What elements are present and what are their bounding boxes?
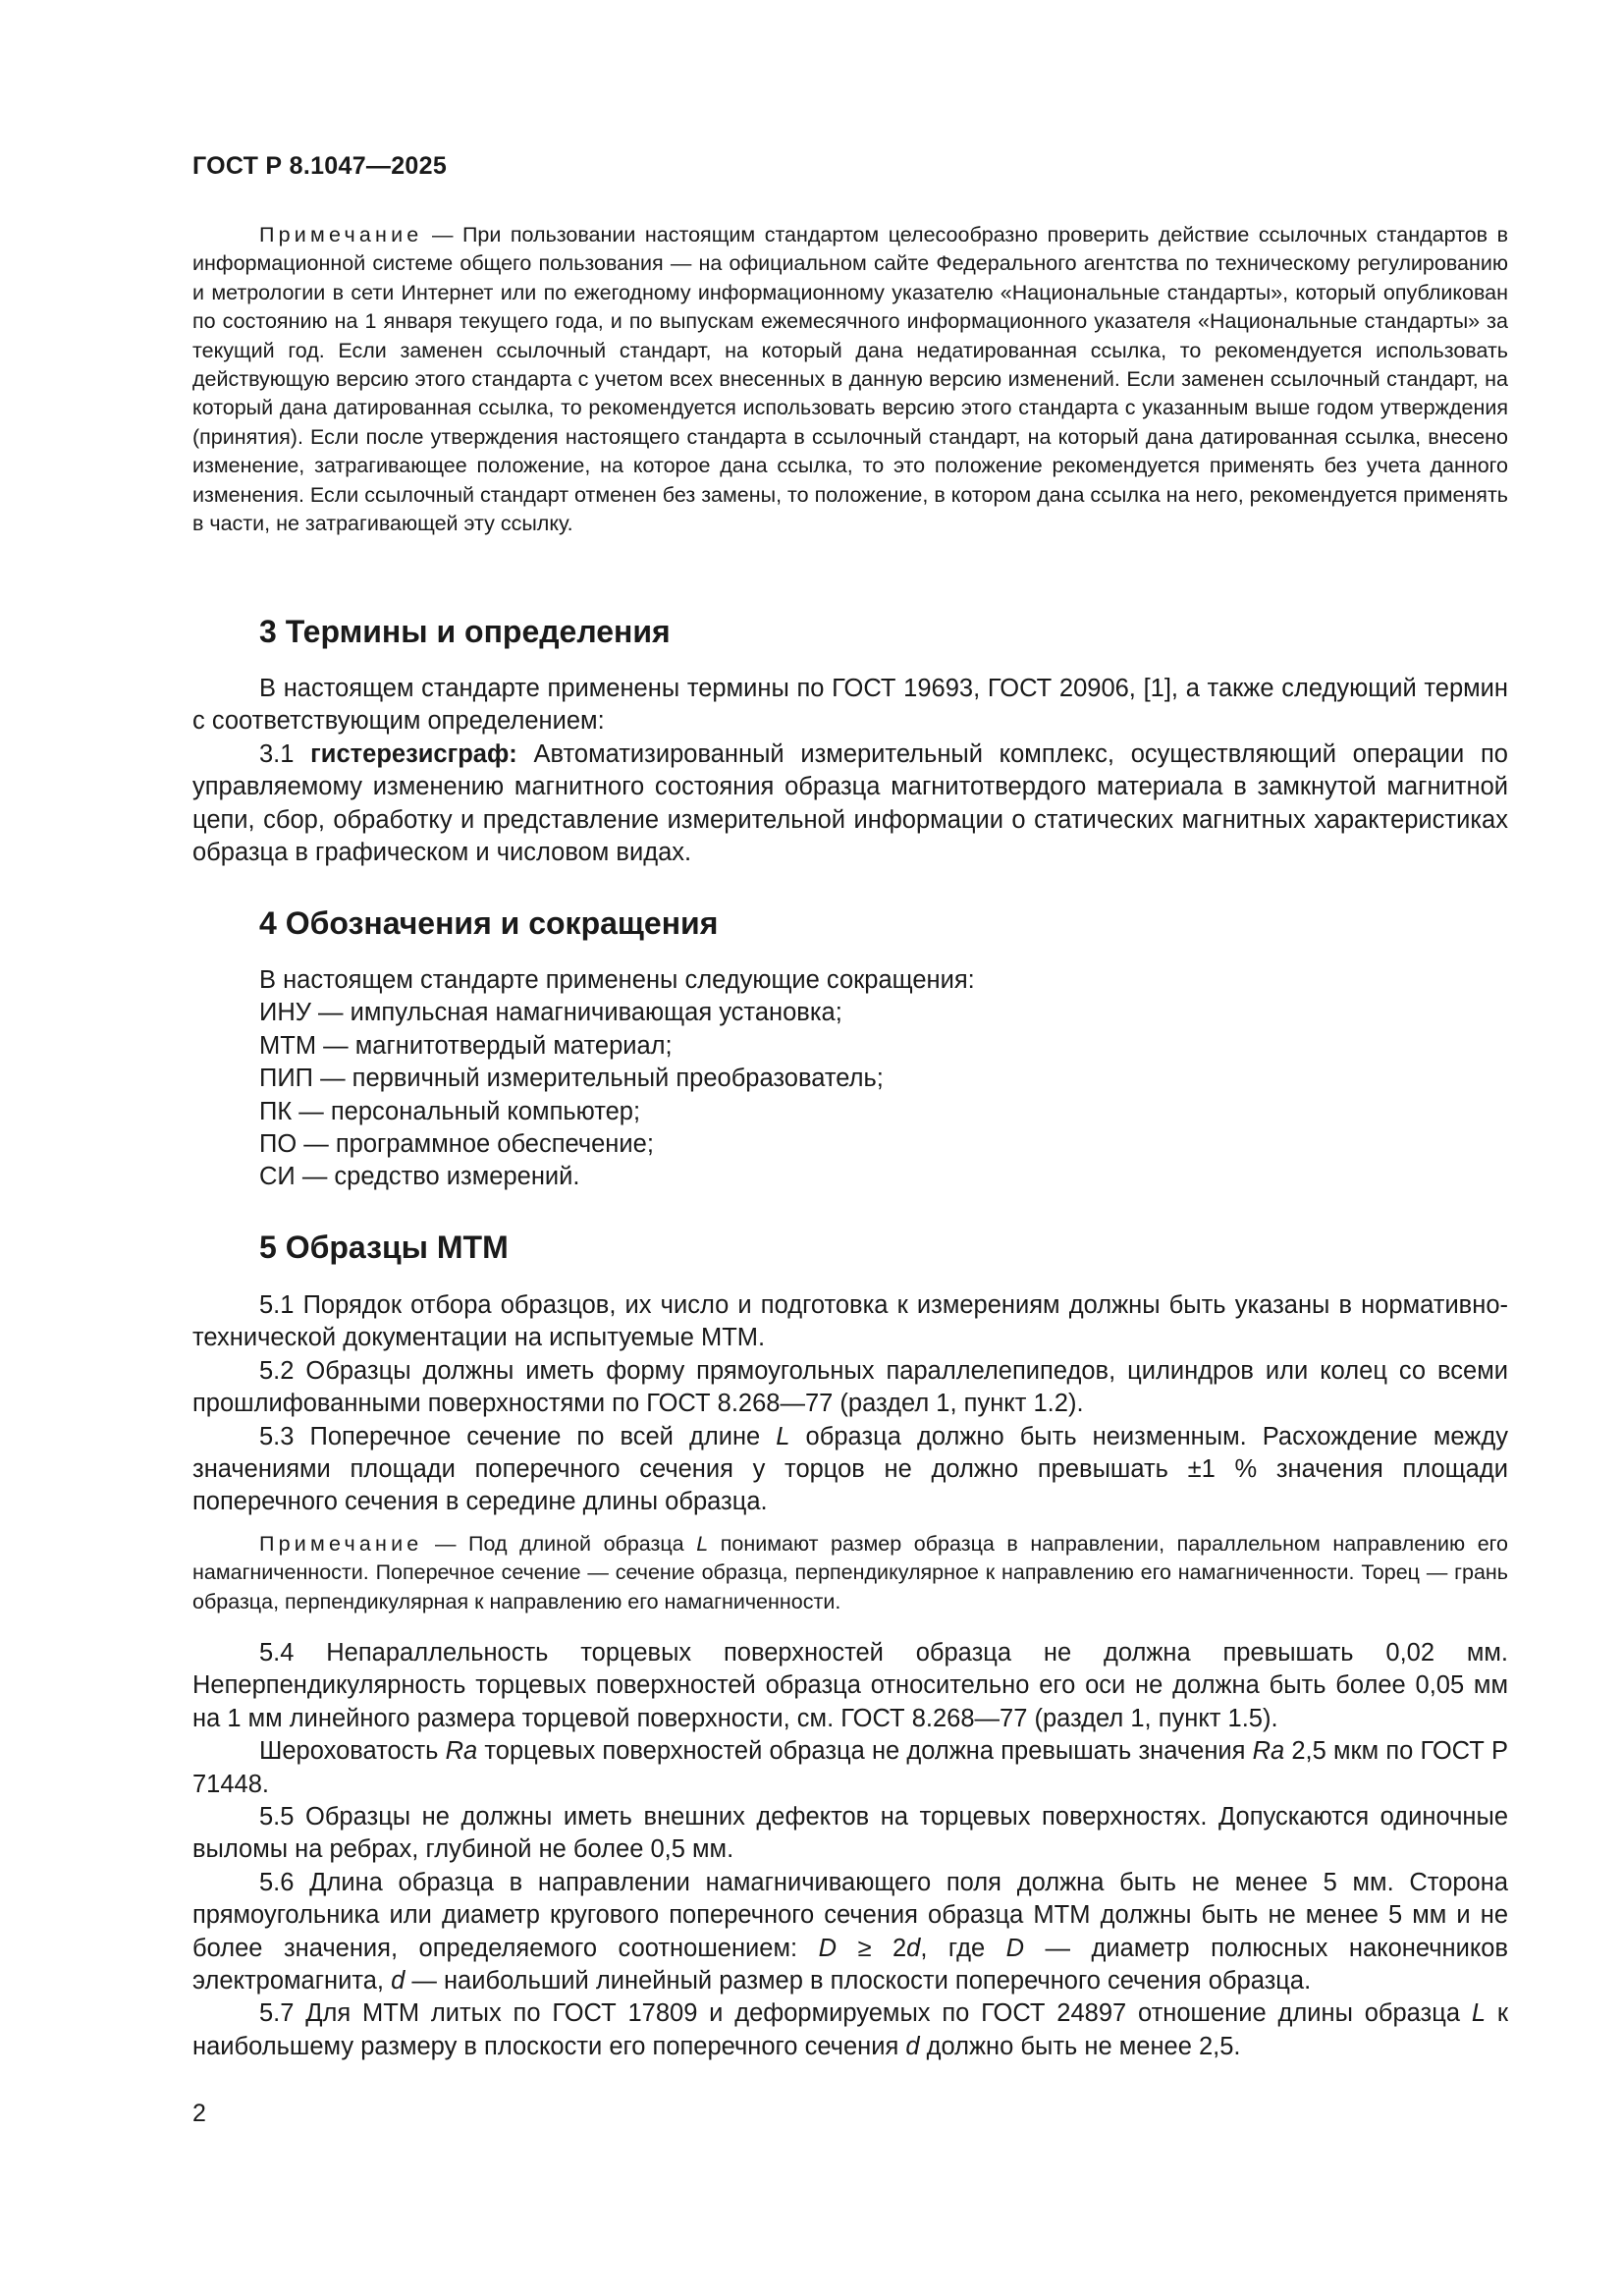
section-5-title: 5 Образцы МТМ (259, 1230, 509, 1265)
text-run: — наибольший линейный размер в плоскости поперечного сечения образца. (405, 1967, 1312, 1995)
abbreviation-item: ИНУ — импульсная намагничивающая установка; (259, 999, 842, 1027)
symbol-Ra: Ra (1252, 1737, 1285, 1766)
abbreviation-item: ПО — программное обеспечение; (259, 1130, 654, 1159)
text-run: Шероховатость (259, 1737, 446, 1766)
sample-length-note (192, 1530, 1508, 1616)
text-run: — диаметр полюсных наконечников электромагнита, (192, 1934, 1508, 1995)
symbol-d: d (391, 1967, 406, 1995)
abbreviation-list (259, 964, 1508, 1194)
section-5-body-a (192, 1289, 1508, 1519)
text-run: , где (920, 1934, 1006, 1962)
text-run: — Под длиной образца (422, 1532, 697, 1556)
text-run: 2,5 мкм по ГОСТ Р 71448. (192, 1737, 1508, 1798)
text-run: 5.7 Для МТМ литых по ГОСТ 17809 и деформируемых по ГОСТ 24897 отношение длины образца (259, 1999, 1472, 2028)
symbol-D: D (1005, 1934, 1025, 1962)
text-run: образца должно быть неизменным. Расхождение между значениями площади поперечного сечения у торцов не должно превышать ±1 % значения площади поперечного сечения в середине длины образца. (192, 1422, 1508, 1516)
text-run: 5.6 Длина образца в направлении намагничивающего поля должна быть не менее 5 мм. Сторона прямоугольника или диаметр кругового поперечного сечения образца МТМ должны быть не менее 5 мм и не более значения, определяемого соотношением: (192, 1868, 1508, 1962)
paragraph-5-2: 5.2 Образцы должны иметь форму прямоугольных параллелепипедов, цилиндров или колец со всеми прошлифованными поверхностями по ГОСТ 8.268—77 (раздел 1, пункт 1.2). (192, 1356, 1508, 1418)
text-run: к наибольшему размеру в плоскости его поперечного сечения (192, 1999, 1508, 2060)
symbol-L: L (776, 1422, 790, 1450)
symbol-L: L (696, 1532, 709, 1556)
roughness-paragraph (192, 1735, 1508, 1801)
sample-length-note-paragraph (192, 1530, 1508, 1616)
term-number: 3.1 (259, 739, 311, 768)
section-3-title: 3 Термины и определения (259, 614, 671, 649)
abbreviation-item: СИ — средство измерений. (259, 1163, 580, 1191)
document-page (192, 0, 1508, 2296)
abbreviation-item: МТМ — магнитотвердый материал; (259, 1031, 673, 1060)
paragraph-5-6 (192, 1867, 1508, 1998)
symbol-D: D (818, 1934, 837, 1962)
text-run: понимают размер образца в направлении, параллельном направлению его намагниченности. Поперечное сечение — сечение образца, перпендикулярное к направлению его намагниченности. Торец — грань образца, перпендикулярная к направлению его намагниченности. (192, 1532, 1508, 1613)
symbol-Ra: Ra (445, 1737, 478, 1766)
reference-note (192, 221, 1508, 538)
standard-header: ГОСТ Р 8.1047—2025 (192, 152, 448, 180)
text-run: ≥ 2 (837, 1934, 907, 1962)
note-text: — При пользовании настоящим стандартом целесообразно проверить действие ссылочных стандартов в информационной системе общего пользования — на официальном сайте Федерального агентства по техническому регулированию и метрологии в сети Интернет или по ежегодному информационному указателю «Национальные стандарты», который опубликован по состоянию на 1 января текущего года, и по выпускам ежемесячного информационного указателя «Национальные стандарты» за текущий год. Если заменен ссылочный стандарт, на который дана недатированная ссылка, то рекомендуется использовать действующую версию этого стандарта с учетом всех внесенных в данную версию изменений. Если заменен ссылочный стандарт, на который дана датированная ссылка, то рекомендуется использовать версию этого стандарта с указанным выше годом утверждения (принятия). Если после утверждения настоящего стандарта в ссылочный стандарт, на который дана датированная ссылка, внесено изменение, затрагивающее положение, на которое дана ссылка, то это положение рекомендуется применять без учета данного изменения. Если ссылочный стандарт отменен без замены, то положение, в котором дана ссылка на него, рекомендуется применять в части, не затрагивающей эту ссылку. (192, 223, 1508, 536)
text-run: должно быть не менее 2,5. (919, 2032, 1241, 2060)
symbol-d: d (906, 1934, 921, 1962)
text-run: торцевых поверхностей образца не должна превышать значения (477, 1737, 1253, 1766)
text-run: 5.3 Поперечное сечение по всей длине (259, 1422, 777, 1450)
note-label: Примечание (259, 223, 423, 246)
symbol-d: d (905, 2032, 920, 2060)
note-label: Примечание (259, 1532, 423, 1556)
section-3-intro: В настоящем стандарте применены термины по ГОСТ 19693, ГОСТ 20906, [1], а также следующий термин с соответствующим определением: (192, 675, 1508, 736)
symbol-L: L (1471, 1999, 1487, 2028)
section-3-body (192, 673, 1508, 869)
term-definition (192, 738, 1508, 870)
paragraph-5-5: 5.5 Образцы не должны иметь внешних дефектов на торцевых поверхностях. Допускаются одиночные выломы на ребрах, глубиной не более 0,5 мм. (192, 1803, 1508, 1864)
term-text: Автоматизированный измерительный комплекс, осуществляющий операции по управляемому изменению магнитного состояния образца магнитотвердого материала в замкнутой магнитной цепи, сбор, обработку и представление измерительной информации о статических магнитных характеристиках образца в графическом и числовом видах. (192, 739, 1508, 867)
paragraph-5-3 (192, 1421, 1508, 1519)
abbreviation-item: ПК — персональный компьютер; (259, 1097, 641, 1125)
section-5-body-b (192, 1637, 1508, 2063)
reference-note-paragraph (192, 221, 1508, 538)
paragraph-5-1: 5.1 Порядок отбора образцов, их число и подготовка к измерениям должны быть указаны в нормативно-технической документации на испытуемые МТМ. (192, 1291, 1508, 1352)
section-4-intro: В настоящем стандарте применены следующие сокращения: (259, 966, 975, 994)
term-name: гистерезисграф: (310, 739, 517, 768)
page-number: 2 (192, 2100, 206, 2127)
section-4-title: 4 Обозначения и сокращения (259, 905, 719, 941)
paragraph-5-7 (192, 1997, 1508, 2063)
paragraph-5-4: 5.4 Непараллельность торцевых поверхностей образца не должна превышать 0,02 мм. Неперпендикулярность торцевых поверхностей образца относительно его оси не должна быть более 0,05 мм на 1 мм линейного размера торцевой поверхности, см. ГОСТ 8.268—77 (раздел 1, пункт 1.5). (192, 1639, 1508, 1732)
abbreviation-item: ПИП — первичный измерительный преобразователь; (259, 1065, 884, 1093)
